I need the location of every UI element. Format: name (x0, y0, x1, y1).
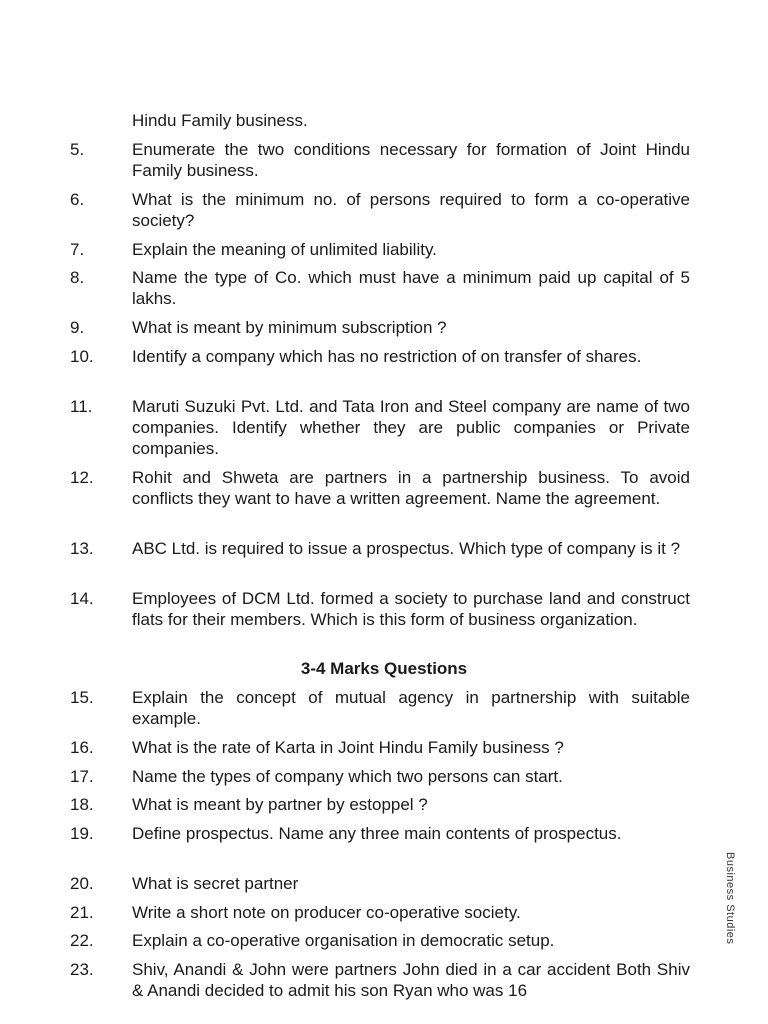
question-number: 23. (70, 960, 94, 979)
question-number: 11. (70, 397, 93, 416)
question-number: 15. (70, 688, 94, 707)
question-number: 8. (70, 268, 85, 287)
question-number: 5. (70, 140, 85, 159)
question-text: Explain the meaning of unlimited liability. (132, 240, 437, 259)
question-number: 10. (70, 347, 94, 366)
question-number: 9. (70, 318, 85, 337)
question-text: Enumerate the two conditions necessary for formation of Joint Hindu Family business. (132, 140, 690, 180)
question-number: 12. (70, 468, 94, 487)
question-text: Employees of DCM Ltd. formed a society to purchase land and construct flats for their members. Which is this form of business organization. (132, 589, 690, 629)
question-text: Define prospectus. Name any three main contents of prospectus. (132, 824, 622, 843)
question-text: ABC Ltd. is required to issue a prospectus. Which type of company is it ? (132, 539, 681, 558)
question-number: 18. (70, 795, 94, 814)
question-text: Explain a co-operative organisation in democratic setup. (132, 931, 555, 950)
question-number: 6. (70, 190, 85, 209)
section-heading: 3-4 Marks Questions (300, 659, 468, 678)
question-text: Identify a company which has no restriction of on transfer of shares. (132, 347, 642, 366)
side-margin-note (720, 852, 738, 982)
question-text: Write a short note on producer co-operative society. (132, 903, 521, 922)
question-text: What is the rate of Karta in Joint Hindu Family business ? (132, 738, 564, 757)
question-text: What is meant by partner by estoppel ? (132, 795, 428, 814)
question-text: Name the types of company which two persons can start. (132, 767, 563, 786)
question-number: 16. (70, 738, 94, 757)
question-number: 14. (70, 589, 94, 608)
continuation-text: Hindu Family business. (132, 111, 308, 130)
side-note-text: Business Studies (724, 852, 736, 945)
question-number: 17. (70, 767, 94, 786)
question-text: What is the minimum no. of persons required to form a co-operative society? (132, 190, 690, 230)
question-number: 21. (70, 903, 94, 922)
question-text: Maruti Suzuki Pvt. Ltd. and Tata Iron and Steel company are name of two companies. Identify whether they are public companies or Private companies. (132, 397, 690, 458)
question-number: 22. (70, 931, 94, 950)
question-number: 7. (70, 240, 85, 259)
question-text: Shiv, Anandi & John were partners John died in a car accident Both Shiv & Anandi decided to admit his son Ryan who was 16 (132, 960, 690, 1000)
question-text: Rohit and Shweta are partners in a partnership business. To avoid conflicts they want to have a written agreement. Name the agreement. (132, 468, 690, 508)
question-text: Explain the concept of mutual agency in partnership with suitable example. (132, 688, 690, 728)
question-text: What is meant by minimum subscription ? (132, 318, 447, 337)
question-number: 20. (70, 874, 94, 893)
question-number: 19. (70, 824, 94, 843)
question-text: Name the type of Co. which must have a minimum paid up capital of 5 lakhs. (132, 268, 690, 308)
question-number: 13. (70, 539, 94, 558)
question-text: What is secret partner (132, 874, 299, 893)
